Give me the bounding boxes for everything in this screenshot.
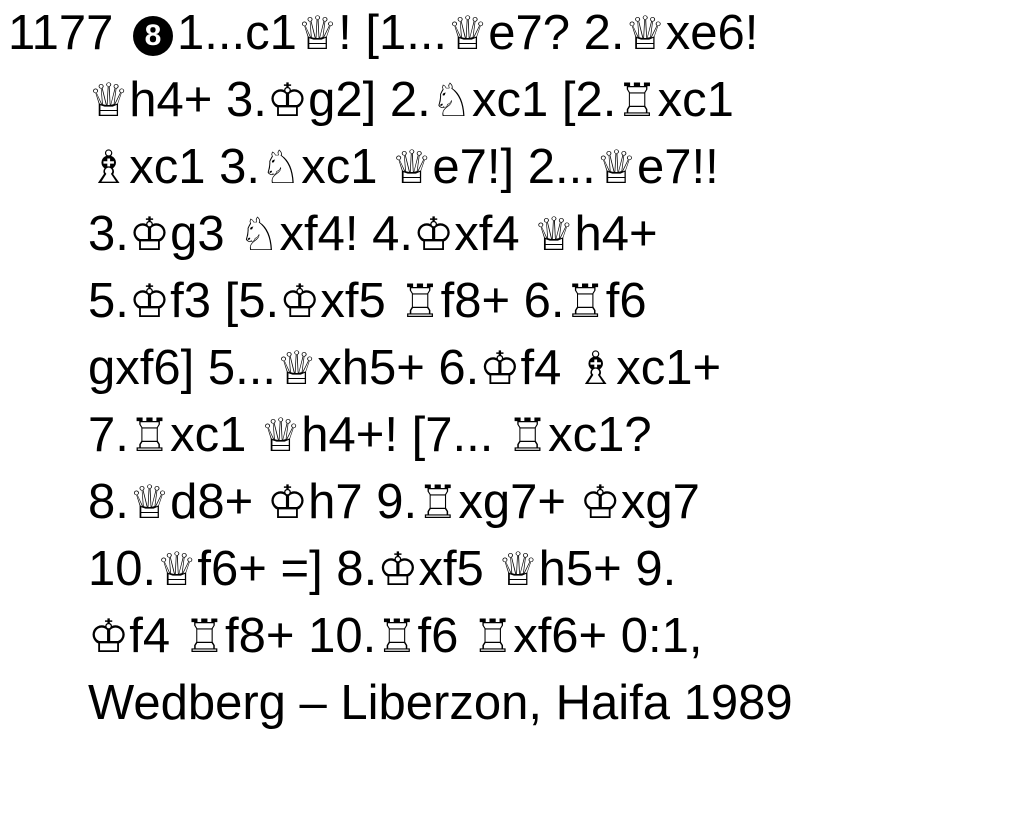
rook-icon: ♖ (471, 609, 514, 663)
move-text: e7? 2. (488, 6, 625, 60)
rook-icon: ♖ (506, 408, 549, 462)
move-text: f8+ 10. (224, 609, 377, 663)
queen-icon: ♕ (497, 542, 539, 596)
move-text: h4+ 3. (129, 73, 267, 127)
move-text: f4 (129, 609, 184, 663)
move-text: g2] 2. (308, 73, 431, 127)
move-text: xh5+ 6. (317, 341, 480, 395)
move-text: xf6+ 0:1, (513, 609, 703, 663)
queen-icon: ♕ (533, 207, 575, 261)
line-9 (88, 538, 676, 600)
move-text: h5+ 9. (538, 542, 677, 596)
line-5 (88, 270, 647, 332)
queen-icon: ♕ (595, 140, 638, 194)
queen-icon: ♕ (624, 6, 666, 60)
queen-icon: ♕ (447, 6, 489, 60)
difficulty-badge: 8 (133, 16, 173, 56)
move-text: 10. (88, 542, 157, 596)
bishop-icon: ♗ (88, 140, 130, 194)
king-icon: ♔ (579, 475, 621, 529)
move-text: xf4 (454, 207, 534, 261)
rook-icon: ♖ (183, 609, 225, 663)
knight-icon: ♘ (238, 207, 280, 261)
move-text: f4 (520, 341, 576, 395)
queen-icon: ♕ (156, 542, 198, 596)
move-text: xg7 (620, 475, 700, 529)
rook-icon: ♖ (417, 475, 459, 529)
move-text: xf5 (320, 274, 400, 328)
rook-icon: ♖ (376, 609, 418, 663)
move-text: ! [1... (338, 6, 448, 60)
problem-number: 1177 (8, 6, 114, 60)
move-text: 8. (88, 475, 129, 529)
move-text: xc1 3. (129, 140, 260, 194)
line-3 (88, 136, 719, 198)
source-line (88, 672, 793, 734)
king-icon: ♔ (88, 609, 130, 663)
move-text: 3. (88, 207, 129, 261)
move-text: f8+ 6. (440, 274, 565, 328)
move-text: gxf6] 5... (88, 341, 276, 395)
move-text: xc1 [2. (471, 73, 617, 127)
move-text: xf5 (418, 542, 498, 596)
move-text: xc1 (657, 73, 734, 127)
move-text: xf4! 4. (279, 207, 413, 261)
move-text: h4+ (574, 207, 658, 261)
move-text: f6 (605, 274, 647, 328)
move-text: h7 9. (308, 475, 418, 529)
line-10 (88, 605, 703, 667)
move-text: f3 [5. (170, 274, 280, 328)
queen-icon: ♕ (128, 475, 171, 529)
knight-icon: ♘ (430, 73, 472, 127)
line-7 (88, 404, 652, 466)
move-text: xc1 (170, 408, 260, 462)
move-text: e7!] 2... (432, 140, 596, 194)
rook-icon: ♖ (128, 408, 171, 462)
king-icon: ♔ (266, 73, 309, 127)
queen-icon: ♕ (391, 140, 433, 194)
queen-icon: ♕ (88, 73, 130, 127)
line-8 (88, 471, 700, 533)
king-icon: ♔ (128, 274, 171, 328)
move-text: g3 (170, 207, 239, 261)
queen-icon: ♕ (260, 408, 302, 462)
line-6 (88, 337, 721, 399)
move-text: 1...c1 (177, 6, 297, 60)
king-icon: ♔ (279, 274, 321, 328)
move-text: xg7+ (458, 475, 580, 529)
king-icon: ♔ (412, 207, 455, 261)
knight-icon: ♘ (259, 140, 302, 194)
game-source: Wedberg – Liberzon, Haifa 1989 (88, 676, 793, 730)
bishop-icon: ♗ (575, 341, 617, 395)
move-text: 5. (88, 274, 129, 328)
move-text: h4+! [7... (301, 408, 507, 462)
king-icon: ♔ (128, 207, 171, 261)
king-icon: ♔ (266, 475, 309, 529)
move-text: f6+ =] 8. (197, 542, 378, 596)
move-text: e7!! (637, 140, 719, 194)
move-text: 7. (88, 408, 129, 462)
move-text: xc1? (548, 408, 652, 462)
king-icon: ♔ (377, 542, 419, 596)
move-text: xc1 (301, 140, 392, 194)
rook-icon: ♖ (616, 73, 658, 127)
line-4 (88, 203, 658, 265)
rook-icon: ♖ (399, 274, 441, 328)
line-1 (8, 2, 758, 64)
line-2 (88, 69, 734, 131)
move-text: xc1+ (616, 341, 722, 395)
rook-icon: ♖ (564, 274, 606, 328)
queen-icon: ♕ (275, 341, 318, 395)
move-text: f6 (417, 609, 472, 663)
king-icon: ♔ (479, 341, 521, 395)
move-text: d8+ (170, 475, 267, 529)
queen-icon: ♕ (296, 6, 339, 60)
move-text: xe6! (665, 6, 759, 60)
